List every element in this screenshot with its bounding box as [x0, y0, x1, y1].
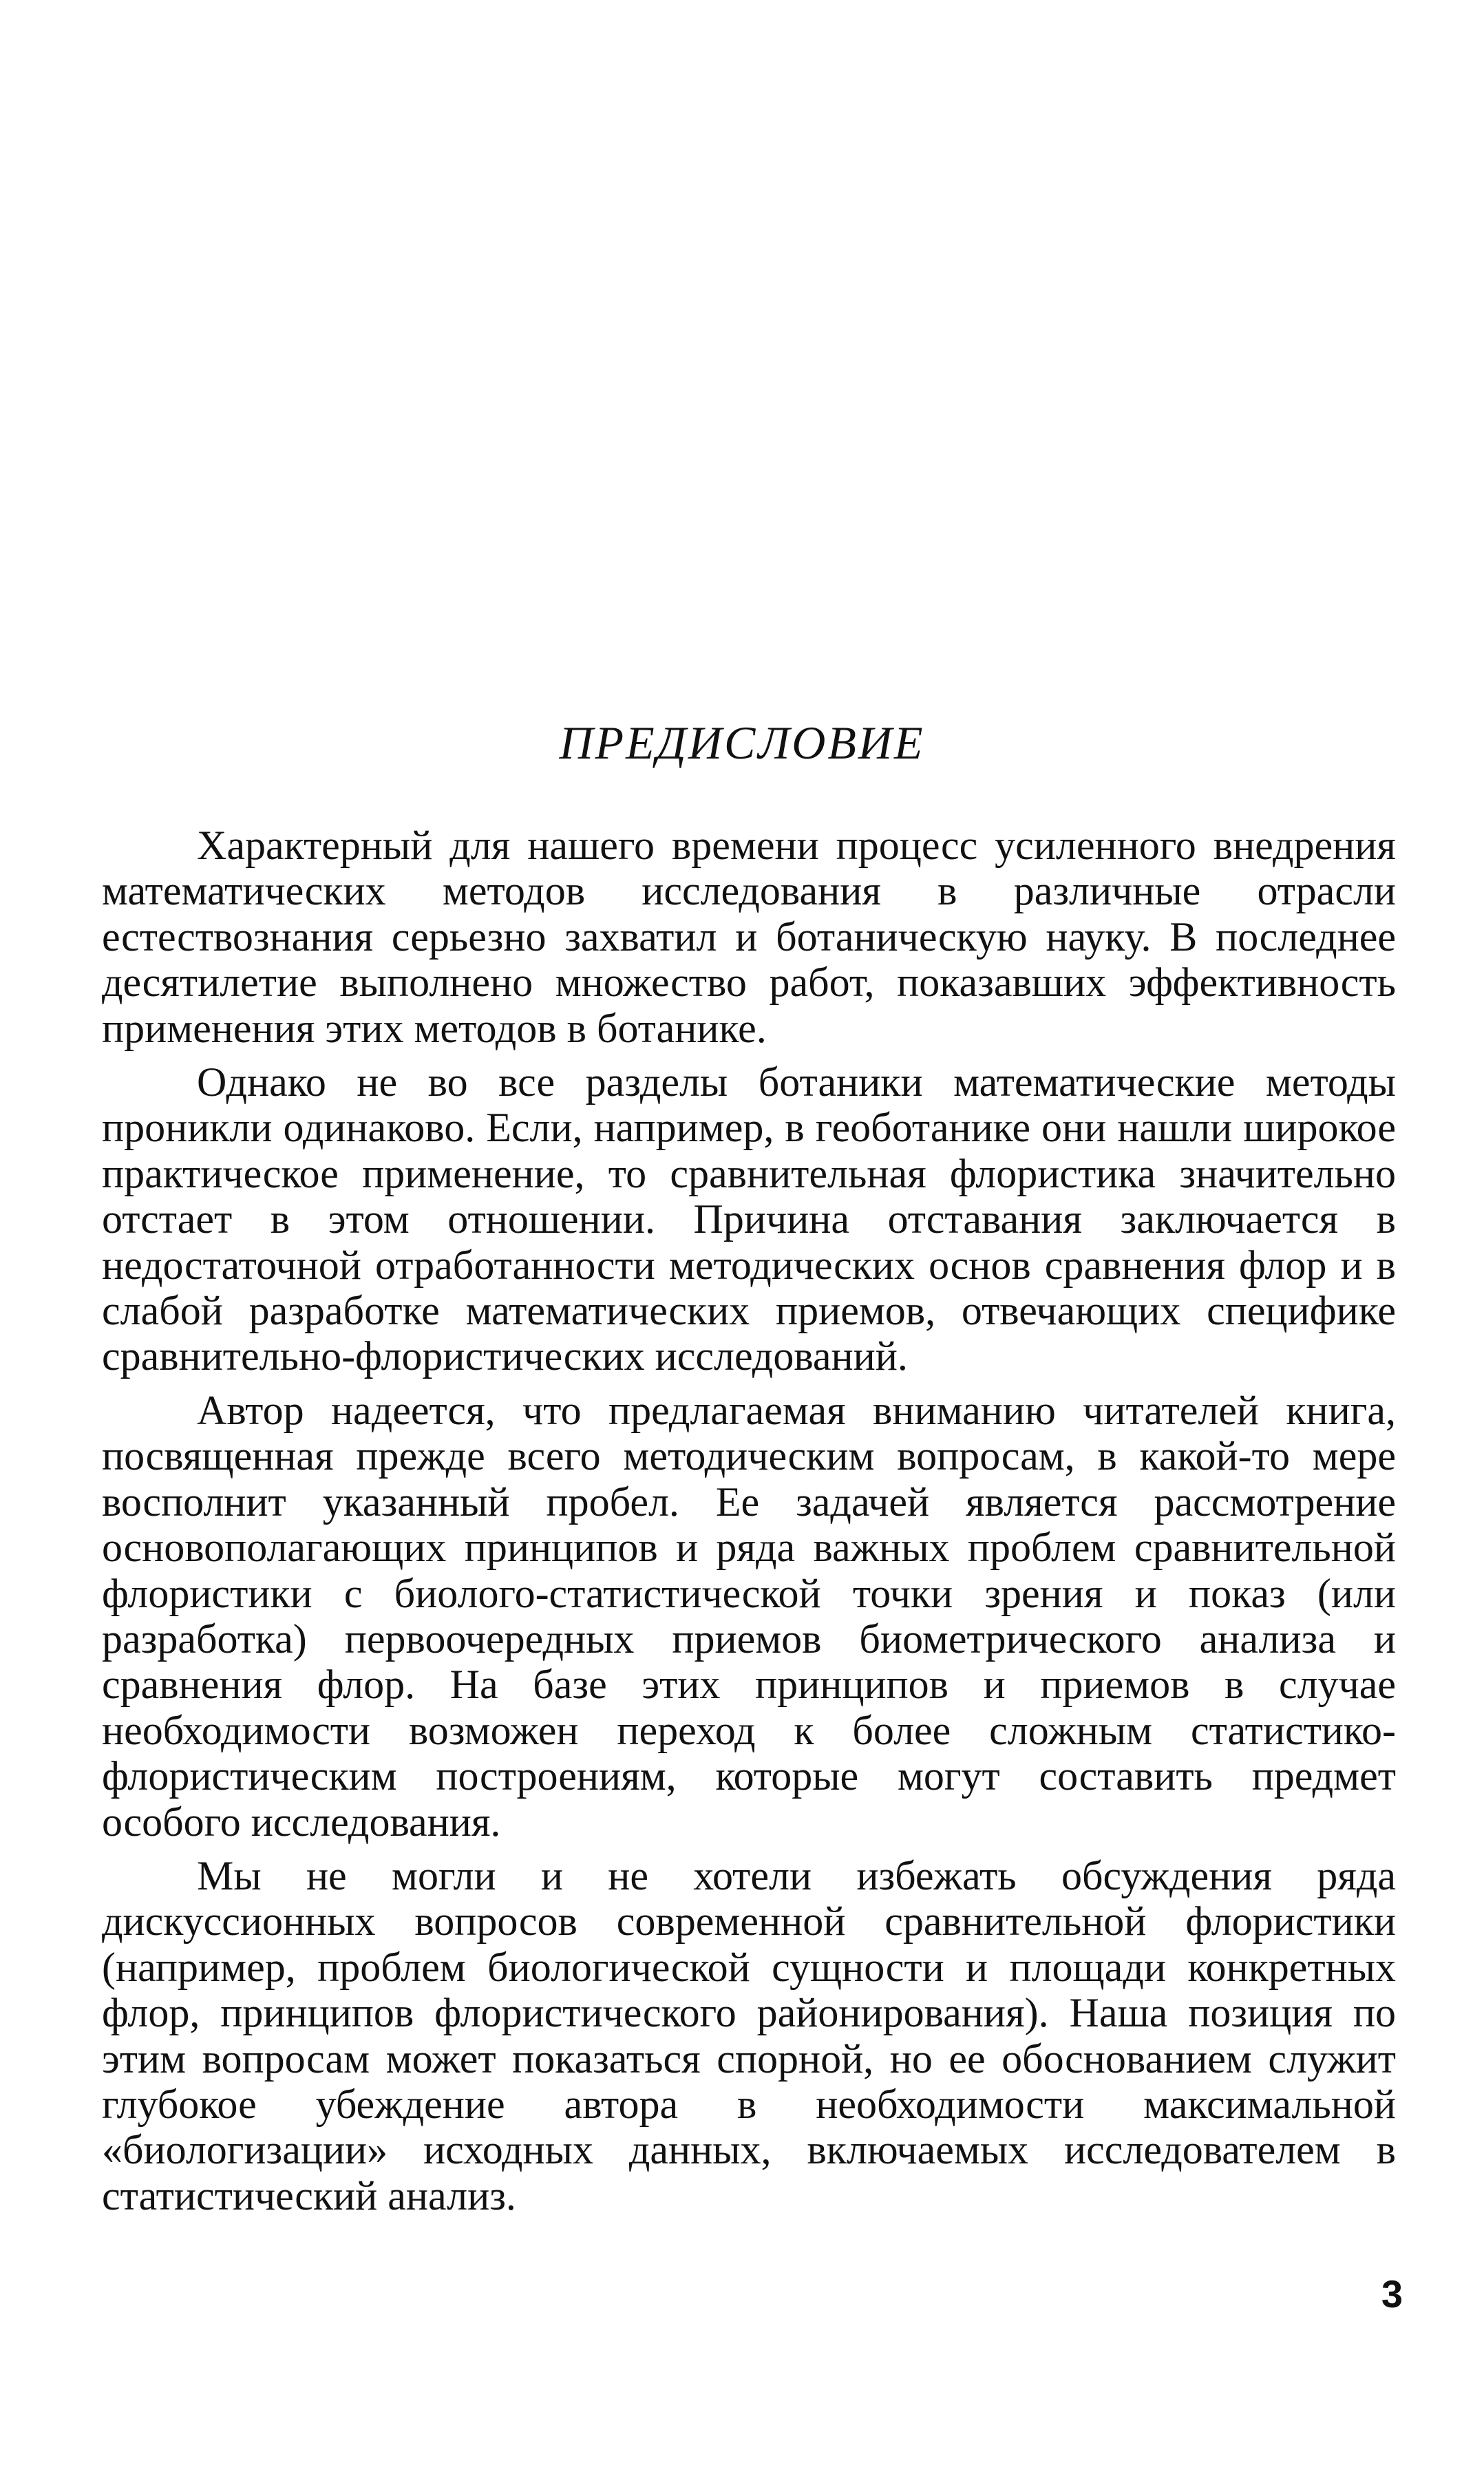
paragraph-1: Характерный для нашего времени процесс усиленного внедрения математических методов исследования в различные отрасли естествознания серьезно захватил и ботаническую науку. В последнее десятилетие выполнено множество работ, показавших эффективность применения этих методов в ботанике. [102, 823, 1396, 1051]
page-number: 3 [1381, 2272, 1403, 2316]
page-title: ПРЕДИСЛОВИЕ [559, 717, 925, 769]
body-text [102, 823, 1396, 2227]
paragraph-3: Автор надеется, что предлагаемая вниманию читателей книга, посвященная прежде всего методическим вопросам, в какой-то мере восполнит указанный пробел. Ее задачей является рассмотрение основополагающих принципов и ряда важных проблем сравнительной флористики с биолого-статистической точки зрения и показ (или разработка) первоочередных приемов биометрического анализа и сравнения флор. На базе этих принципов и приемов в случае необходимости возможен переход к более сложным статистико-флористическим построениям, которые могут составить предмет особого исследования. [102, 1387, 1396, 1845]
paragraph-4: Мы не могли и не хотели избежать обсуждения ряда дискуссионных вопросов современной сравнительной флористики (например, проблем биологической сущности и площади конкретных флор, принципов флористического районирования). Наша позиция по этим вопросам может показаться спорной, но ее обоснованием служит глубокое убеждение автора в необходимости максимальной «биологизации» исходных данных, включаемых исследователем в статистический анализ. [102, 1852, 1396, 2218]
paragraph-2: Однако не во все разделы ботаники математические методы проникли одинаково. Если, например, в геоботанике они нашли широкое практическое применение, то сравнительная флористика значительно отстает в этом отношении. Причина отставания заключается в недостаточной отработанности методических основ сравнения флор и в слабой разработке математических приемов, отвечающих специфике сравнительно-флористических исследований. [102, 1059, 1396, 1379]
